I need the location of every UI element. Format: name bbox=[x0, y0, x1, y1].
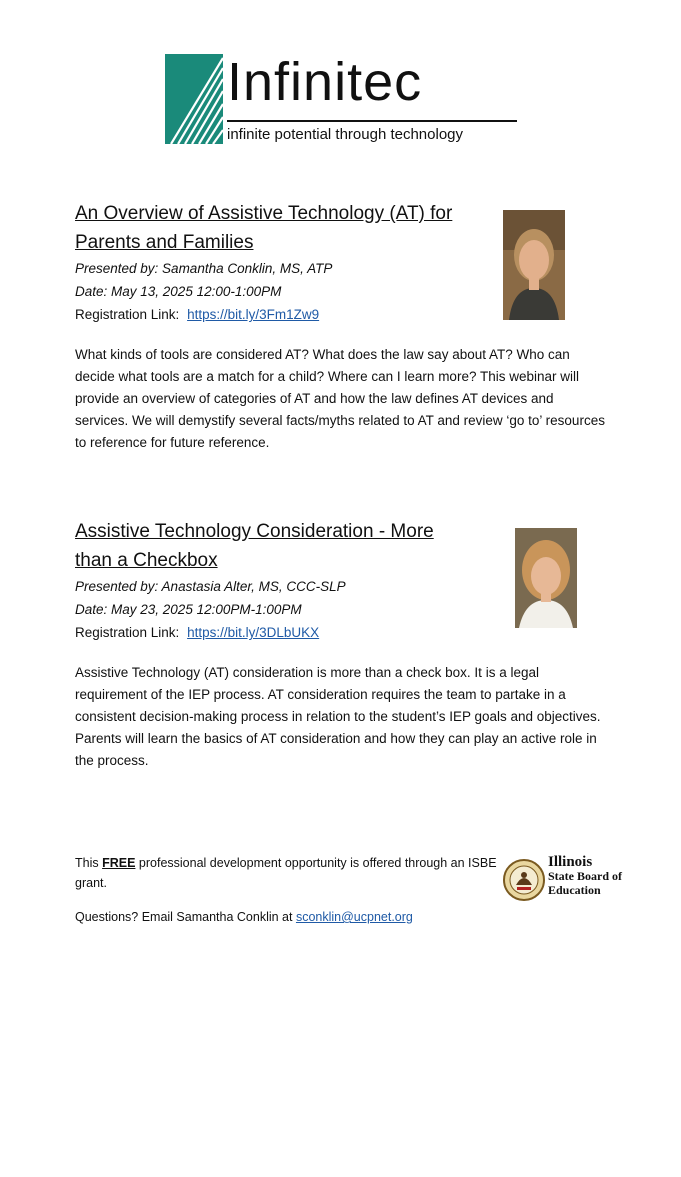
isbe-text bbox=[548, 855, 622, 897]
infinitec-tagline: infinite potential through technology bbox=[227, 126, 464, 143]
footer-email-link[interactable]: sconklin@ucpnet.org bbox=[295, 910, 413, 924]
footer-grant-prefix: This bbox=[75, 856, 103, 870]
event-1-description: What kinds of tools are considered AT? What does the law say about AT? Who can decide what tools are a match for a child? Where can I learn more? This webinar will provide an overview of categories of AT and how the law defines AT devices and services. We will demystify several facts/myths related to AT and review ‘go to’ resources to reference for future reference. bbox=[75, 347, 605, 450]
event-1-presenter: Presented by: Samantha Conklin, MS, ATP bbox=[75, 261, 333, 276]
event-2-description: Assistive Technology (AT) consideration is more than a check box. It is a legal requirement of the IEP process. AT consideration requires the team to partake in a consistent decision-making process in relation to the student’s IEP goals and objectives. Parents will learn the basics of AT consideration and how they can play an active role in the process. bbox=[75, 665, 601, 768]
footer-questions-prefix: Questions? Email Samantha Conklin at bbox=[75, 910, 296, 924]
presenter-2-photo bbox=[515, 528, 577, 628]
event-1-date: Date: May 13, 2025 12:00-1:00PM bbox=[75, 284, 282, 299]
infinitec-logo bbox=[165, 54, 520, 146]
footer-questions-line bbox=[75, 907, 505, 927]
footer bbox=[75, 853, 505, 927]
infinitec-wordmark: Infinitec bbox=[227, 52, 423, 112]
footer-free-text: FREE bbox=[102, 856, 136, 870]
event-1-title: An Overview of Assistive Technology (AT) for Parents and Families bbox=[75, 203, 453, 253]
isbe-logo bbox=[503, 853, 623, 909]
footer-grant-suffix: professional development opportunity is offered through an ISBE grant. bbox=[75, 856, 497, 890]
isbe-seal-icon bbox=[503, 853, 545, 907]
presenter-1-photo bbox=[503, 210, 565, 320]
isbe-line-2: State Board of bbox=[548, 869, 622, 883]
event-1-registration-label: Registration Link: bbox=[75, 307, 180, 322]
event-2-date: Date: May 23, 2025 12:00PM-1:00PM bbox=[75, 602, 302, 617]
event-2-registration-link[interactable]: https://bit.ly/3DLbUKX bbox=[187, 625, 320, 640]
event-2-registration-label: Registration Link: bbox=[75, 625, 180, 640]
logo-divider bbox=[227, 120, 517, 122]
infinitec-logo-mark-icon bbox=[165, 54, 223, 144]
presenter-1-portrait-icon bbox=[503, 210, 565, 320]
isbe-line-3: Education bbox=[548, 883, 601, 897]
event-2-presenter: Presented by: Anastasia Alter, MS, CCC-SLP bbox=[75, 579, 346, 594]
event-2-title: Assistive Technology Consideration - More than a Checkbox bbox=[75, 521, 434, 571]
footer-grant-line bbox=[75, 853, 505, 893]
event-1-registration-link[interactable]: https://bit.ly/3Fm1Zw9 bbox=[187, 307, 320, 322]
presenter-2-portrait-icon bbox=[515, 528, 577, 628]
isbe-line-1: Illinois bbox=[548, 854, 593, 870]
